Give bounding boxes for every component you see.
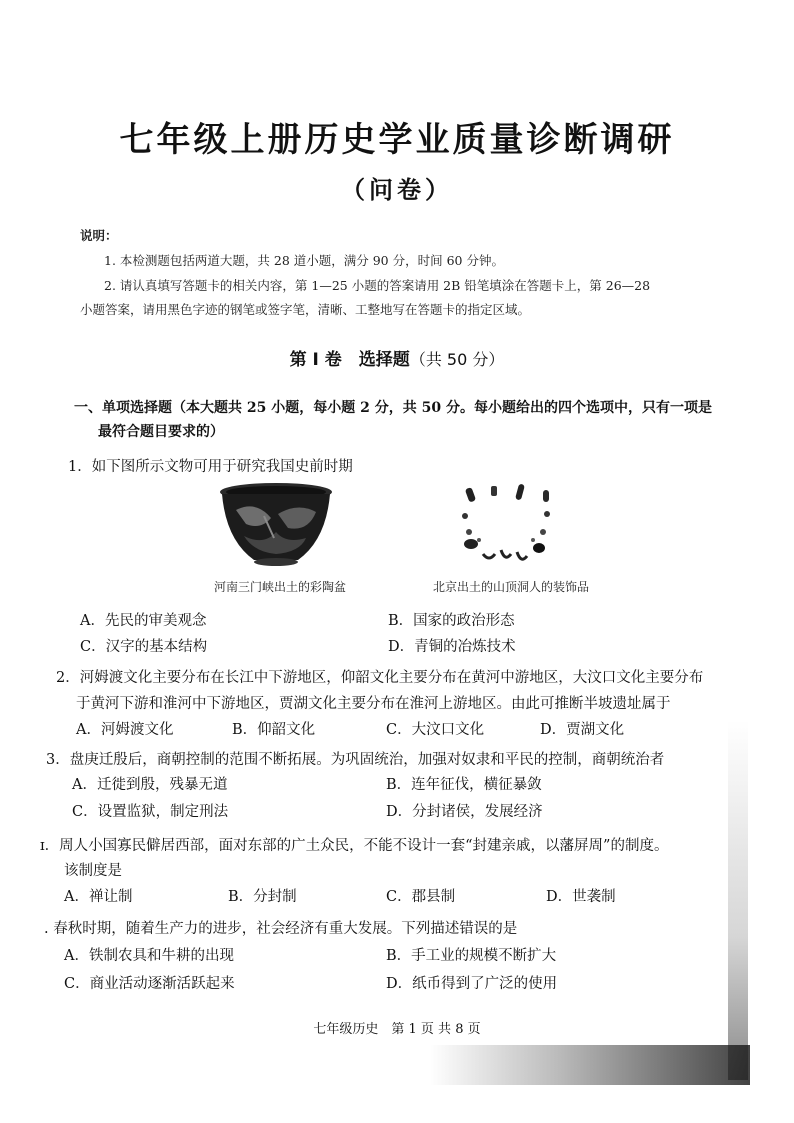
part1-heading-cont: 最符合题目要求的）: [98, 424, 224, 440]
q1-option-c: C．汉字的基本结构: [80, 639, 208, 655]
question-4-stem-cont: 该制度是: [64, 863, 122, 879]
shandingdong-ornaments-image: [455, 480, 565, 572]
scan-shadow: [728, 720, 748, 1080]
instruction-item-1: 1. 本检测题包括两道大题，共 28 道小题，满分 90 分，时间 60 分钟。: [104, 253, 504, 268]
question-1-stem: 1．如下图所示文物可用于研究我国史前时期: [68, 459, 353, 475]
question-4-stem: ɪ．周人小国寡民僻居西部，面对东部的广土众民，不能不设计一套“封建亲戚，以藩屏周”的制度。: [40, 838, 669, 854]
q3-option-a: A．迁徙到殷，残暴无道: [72, 777, 228, 793]
instruction-item-2: 2. 请认真填写答题卡的相关内容，第 1—25 小题的答案请用 2B 铅笔填涂在答题卡上，第 26—28: [104, 278, 651, 293]
q3-option-d: D．分封诸侯，发展经济: [386, 804, 543, 820]
figure-caption-right: 北京出土的山顶洞人的装饰品: [433, 580, 590, 594]
q2-option-c: C．大汶口文化: [386, 722, 485, 738]
q5-option-a: A．铁制农具和牛耕的出现: [64, 948, 234, 964]
section-title-score: （共 50 分）: [409, 350, 505, 369]
q4-option-a: A．禅让制: [64, 889, 133, 905]
q5-option-b: B．手工业的规模不断扩大: [386, 948, 557, 964]
page-subtitle: （问卷）: [341, 176, 453, 204]
instructions-heading: 说明：: [80, 228, 118, 243]
painted-pottery-basin-image: [216, 480, 336, 572]
scan-smudge: [430, 1045, 750, 1085]
section-title: [0, 345, 794, 370]
q4-option-b: B．分封制: [228, 889, 297, 905]
question-2-stem: 2．河姆渡文化主要分布在长江中下游地区，仰韶文化主要分布在黄河中游地区，大汶口文化主要分布: [56, 670, 704, 686]
question-2-stem-cont: 于黄河下游和淮河中下游地区，贾湖文化主要分布在淮河上游地区。由此可推断半坡遗址属于: [76, 696, 671, 712]
figure-caption-left: 河南三门峡出土的彩陶盆: [214, 580, 347, 594]
q2-option-b: B．仰韶文化: [232, 722, 316, 738]
question-5-stem: . 春秋时期，随着生产力的进步，社会经济有重大发展。下列描述错误的是: [44, 921, 518, 937]
q2-option-a: A．河姆渡文化: [76, 722, 174, 738]
q2-option-d: D．贾湖文化: [540, 722, 625, 738]
q5-option-c: C．商业活动逐渐活跃起来: [64, 976, 235, 992]
page-title: 七年级上册历史学业质量诊断调研: [119, 120, 675, 160]
question-3-stem: 3．盘庚迁殷后，商朝控制的范围不断拓展。为巩固统治，加强对奴隶和平民的控制，商朝统治者: [46, 752, 665, 768]
q5-option-d: D．纸币得到了广泛的使用: [386, 976, 558, 992]
q4-option-d: D．世袭制: [546, 889, 616, 905]
q3-option-c: C．设置监狱，制定刑法: [72, 804, 229, 820]
instruction-item-2-cont: 小题答案，请用黑色字迹的钢笔或签字笔，清晰、工整地写在答题卡的指定区域。: [80, 302, 531, 317]
q4-option-c: C．郡县制: [386, 889, 456, 905]
part1-heading: 一、单项选择题（本大题共 25 小题，每小题 2 分，共 50 分。每小题给出的四个选项中，只有一项是: [74, 400, 712, 416]
page-footer: 七年级历史 第 1 页 共 8 页: [313, 1022, 481, 1037]
q1-option-b: B．国家的政治形态: [388, 613, 515, 629]
q3-option-b: B．连年征伐，横征暴敛: [386, 777, 542, 793]
q1-option-d: D．青铜的冶炼技术: [388, 639, 516, 655]
q1-option-a: A．先民的审美观念: [80, 613, 207, 629]
section-title-main: 第 Ⅰ 卷 选择题: [289, 350, 410, 370]
